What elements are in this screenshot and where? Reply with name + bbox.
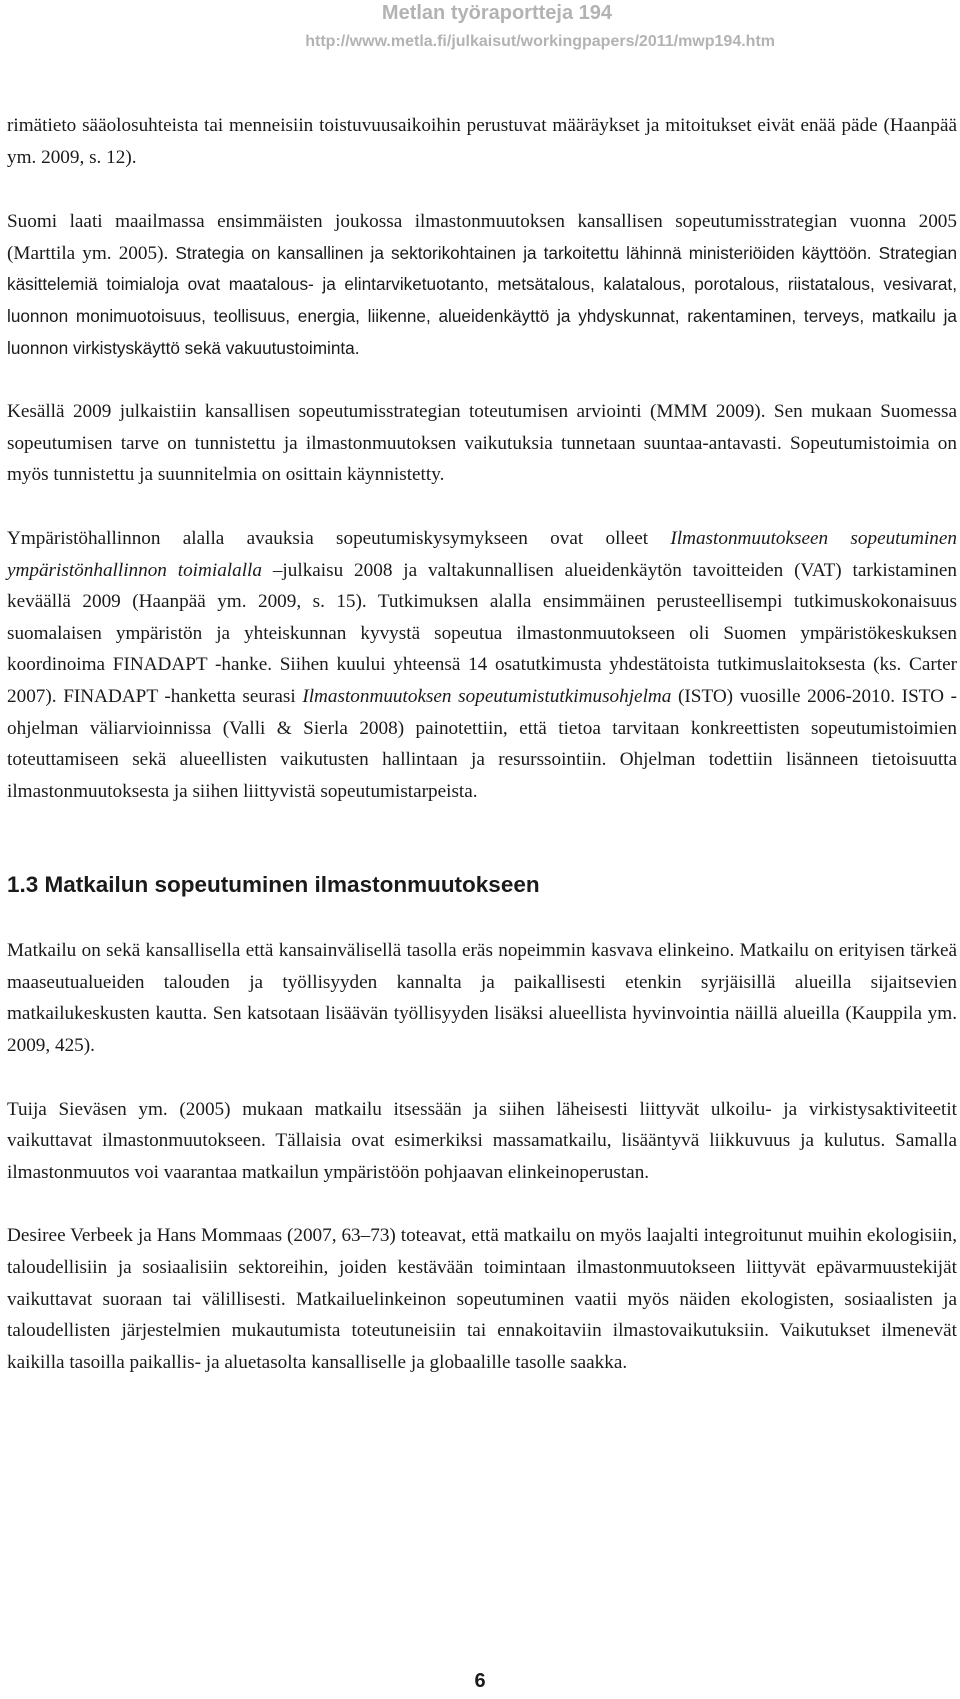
program-title-italic: Ilmastonmuutoksen sopeutumistutkimusohjelma bbox=[302, 685, 672, 707]
paragraph-4 bbox=[7, 523, 957, 807]
publication-title-italic: Ilmastonmuutokseen sopeutuminen ympäristönhallinnon toimialalla bbox=[7, 527, 957, 581]
page-number: 6 bbox=[474, 1670, 486, 1692]
paragraph-2-part-c: Strategian käsittelemiä toimialoja ovat maatalous- ja elintarviketuotanto, metsätalous, kalatalous, porotalous, riistatalous, vesivarat, luonnon monimuotoisuus, teollisuus, energia, liikenne, alueidenkäyttö ja yhdyskunnat, rakentaminen, terveys, matkailu ja luonnon virkistyskäyttö sekä vakuutustoiminta. bbox=[7, 242, 958, 358]
section-heading: 1.3 Matkailun sopeutuminen ilmastonmuutokseen bbox=[7, 872, 540, 898]
paragraph-1: rimätieto sääolosuhteista tai menneisiin toistuvuusaikoihin perustuvat määräykset ja mitoitukset eivät enää päde (Haanpää ym. 2009, s. 12). bbox=[7, 115, 957, 168]
document-body bbox=[7, 110, 957, 1378]
paragraph-3: Kesällä 2009 julkaistiin kansallisen sopeutumisstrategian toteutumisen arviointi (MMM 2009). Sen mukaan Suomessa sopeutumisen tarve on tunnistettu ja ilmastonmuutoksen vaikutuksia tunnetaan suuntaa-antavasti. Sopeutumistoimia on myös tunnistettu ja suunnitelmia on osittain käynnistetty. bbox=[7, 401, 957, 486]
paragraph-7: Desiree Verbeek ja Hans Mommaas (2007, 63–73) toteavat, että matkailu on myös laajalti integroitunut muihin ekologisiin, taloudellisiin ja sosiaalisiin sektoreihin, joiden kestävään toimintaan ilmastonmuutokseen liittyvät epävarmuustekijät vaikuttavat suoraan tai välillisesti. Matkailuelinkeinon sopeutuminen vaatii myös näiden ekologisten, sosiaalisten ja taloudellisten järjestelmien mukautumista toteutuneisiin tai ennakoitaviin ilmastovaikutuksiin. Vaikutukset ilmenevät kaikilla tasoilla paikallis- ja aluetasolta kansalliselle ja globaalille tasolle saakka. bbox=[7, 1225, 957, 1373]
paragraph-4-part-c: –julkaisu 2008 ja valtakunnallisen alueidenkäytön tavoitteiden (VAT) tarkistaminen keväällä 2009 (Haanpää ym. 2009, s. 15). Tutkimuksen alalla ensimmäinen perusteellisempi tutkimuskokonaisuus suomalaisen ympäristön ja yhteiskunnan kyvystä sopeutua ilmastonmuutokseen oli Suomen ympäristökeskuksen koordinoima FINADAPT -hanke. Siihen kuului yhteensä 14 osatutkimusta yhdestätoista tutkimuslaitoksesta (ks. Carter 2007). FINADAPT -hanketta seurasi bbox=[7, 559, 957, 707]
paragraph-2-part-b: Strategia on kansallinen ja sektorikohtainen ja tarkoitettu lähinnä ministeriöiden käyttöön. bbox=[175, 242, 872, 263]
series-title: Metlan työraportteja 194 bbox=[381, 2, 612, 24]
publication-url[interactable]: http://www.metla.fi/julkaisut/workingpapers/2011/mwp194.htm bbox=[305, 33, 775, 50]
paragraph-4-part-e: (ISTO) vuosille 2006-2010. ISTO -ohjelman väliarvioinnissa (Valli & Sierla 2008) painotettiin, että tietoa tarvitaan konkreettisten sopeutumistoimien toteuttamiseen sekä alueellisten vaikutusten hallintaan ja resurssointiin. Ohjelman todettiin lisänneen tietoisuutta ilmastonmuutoksesta ja siihen liittyvistä sopeutumistarpeista. bbox=[7, 685, 957, 802]
paragraph-6: Tuija Sieväsen ym. (2005) mukaan matkailu itsessään ja siihen läheisesti liittyvät ulkoilu- ja virkistysaktiviteetit vaikuttavat ilmastonmuutokseen. Tällaisia ovat esimerkiksi massamatkailu, lisääntyvä liikkuvuus ja kulutus. Samalla ilmastonmuutos voi vaarantaa matkailun ympäristöön pohjaavan elinkeinoperustan. bbox=[7, 1098, 957, 1183]
paragraph-5: Matkailu on sekä kansallisella että kansainvälisellä tasolla eräs nopeimmin kasvava elinkeino. Matkailu on erityisen tärkeä maaseutualueiden talouden ja työllisyyden kannalta ja paikallisesti etenkin syrjäisillä alueilla sijaitsevien matkailukeskusten kautta. Sen katsotaan lisäävän työllisyyden lisäksi alueellista hyvinvointia näillä alueilla (Kauppila ym. 2009, 425). bbox=[7, 940, 957, 1057]
paragraph-2-part-a: Suomi laati maailmassa ensimmäisten joukossa ilmastonmuutoksen kansallisen sopeutumisstrategian vuonna 2005 (Marttila ym. 2005). bbox=[7, 211, 957, 264]
paragraph-4-part-a: Ympäristöhallinnon alalla avauksia sopeutumiskysymykseen ovat olleet bbox=[7, 527, 671, 549]
paragraph-2 bbox=[7, 206, 957, 364]
